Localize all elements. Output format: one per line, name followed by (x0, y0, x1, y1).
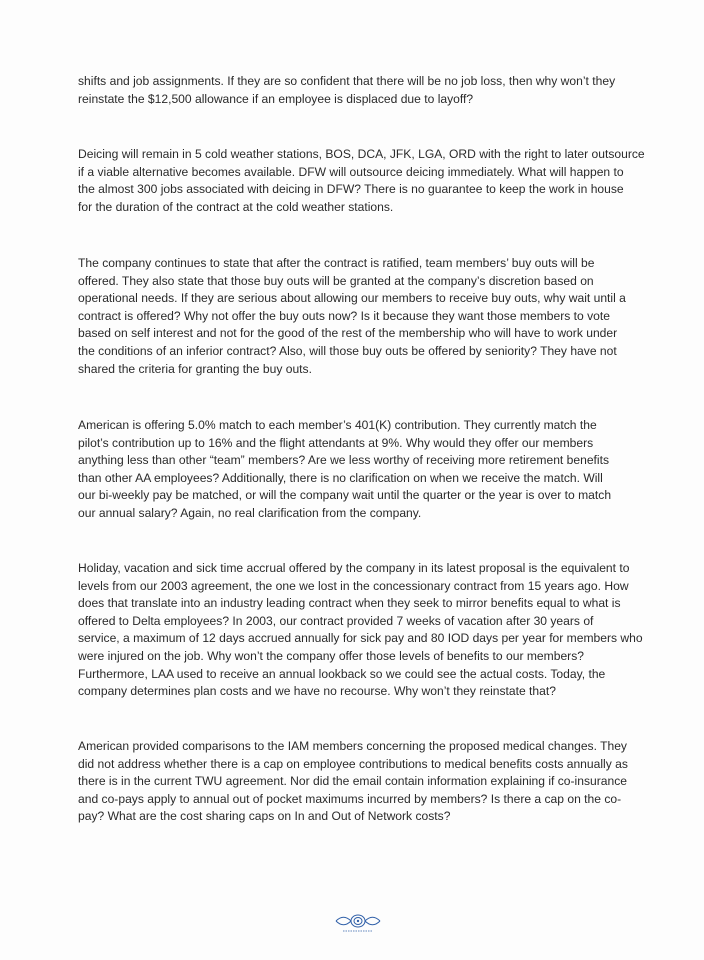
paragraph-layoff-allowance (78, 73, 658, 108)
text-line: The company continues to state that after the contract is ratified, team members’ buy outs will be (78, 256, 595, 270)
text-line: American is offering 5.0% match to each member’s 401(K) contribution. They currently match the (78, 418, 597, 432)
text-line: Deicing will remain in 5 cold weather stations, BOS, DCA, JFK, LGA, ORD with the right to later outsource (78, 147, 645, 161)
text-line: levels from our 2003 agreement, the one we lost in the concessionary contract from 15 years ago. How (78, 578, 629, 593)
text-line: the conditions of an inferior contract? Also, will those buy outs be offered by seniority? They have not (78, 343, 617, 358)
paragraph-deicing (78, 146, 658, 216)
text-line: Furthermore, LAA used to receive an annual lookback so we could see the actual costs. Today, the (78, 666, 606, 681)
text-line: were injured on the job. Why won’t the company offer those levels of benefits to our members? (78, 648, 584, 663)
text-line: service, a maximum of 12 days accrued annually for sick pay and 80 IOD days per year for members who (78, 631, 643, 646)
text-line: pilot’s contribution up to 16% and the flight attendants at 9%. Why would they offer our members (78, 435, 594, 450)
text-line: company determines plan costs and we have no recourse. Why won’t they reinstate that? (78, 684, 556, 699)
text-line: based on self interest and not for the good of the rest of the membership who will have to work under (78, 326, 618, 341)
text-line: if a viable alternative becomes available. DFW will outsource deicing immediately. What will happen to (78, 164, 624, 179)
text-line: than other AA employees? Additionally, there is no clarification on when we receive the match. Will (78, 470, 603, 485)
text-line: our annual salary? Again, no real clarification from the company. (78, 505, 422, 520)
text-line: shared the criteria for granting the buy outs. (78, 361, 312, 376)
text-line: for the duration of the contract at the cold weather stations. (78, 199, 394, 214)
text-line: Holiday, vacation and sick time accrual offered by the company in its latest proposal is the equivalent to (78, 561, 630, 575)
text-line: our bi-weekly pay be matched, or will the company wait until the quarter or the year is over to match (78, 488, 612, 503)
paragraph-time-accrual (78, 560, 658, 701)
paragraph-buy-outs (78, 255, 658, 378)
text-line: offered to Delta employees? In 2003, our contract provided 7 weeks of vacation after 30 years of (78, 613, 594, 628)
text-line: reinstate the $12,500 allowance if an employee is displaced due to layoff? (78, 91, 474, 106)
paragraph-401k-match (78, 417, 658, 523)
text-line: operational needs. If they are serious about allowing our members to receive buy outs, why wait until a (78, 291, 626, 306)
text-line: anything less than other “team” members? Are we less worthy of receiving more retirement benefits (78, 453, 610, 468)
union-seal-icon (333, 912, 383, 934)
text-line: offered. They also state that those buy outs will be granted at the company’s discretion based on (78, 273, 594, 288)
text-line: the almost 300 jobs associated with deicing in DFW? There is no guarantee to keep the work in house (78, 182, 624, 197)
text-line: there is in the current TWU agreement. Nor did the email contain information explaining if co-insurance (78, 774, 627, 789)
text-line: American provided comparisons to the IAM members concerning the proposed medical changes. They (78, 739, 627, 753)
text-line: and co-pays apply to annual out of pocket maximums incurred by members? Is there a cap on the co- (78, 791, 622, 806)
text-line: pay? What are the cost sharing caps on In and Out of Network costs? (78, 809, 451, 824)
paragraph-medical-changes (78, 738, 658, 826)
text-line: contract is offered? Why not offer the buy outs now? Is it because they want those members to vote (78, 308, 610, 323)
text-line: shifts and job assignments. If they are so confident that there will be no job loss, then why won’t they (78, 74, 616, 88)
text-line: did not address whether there is a cap on employee contributions to medical benefits costs annually as (78, 756, 628, 771)
text-line: does that translate into an industry leading contract when they seek to mirror benefits equal to what is (78, 596, 621, 611)
